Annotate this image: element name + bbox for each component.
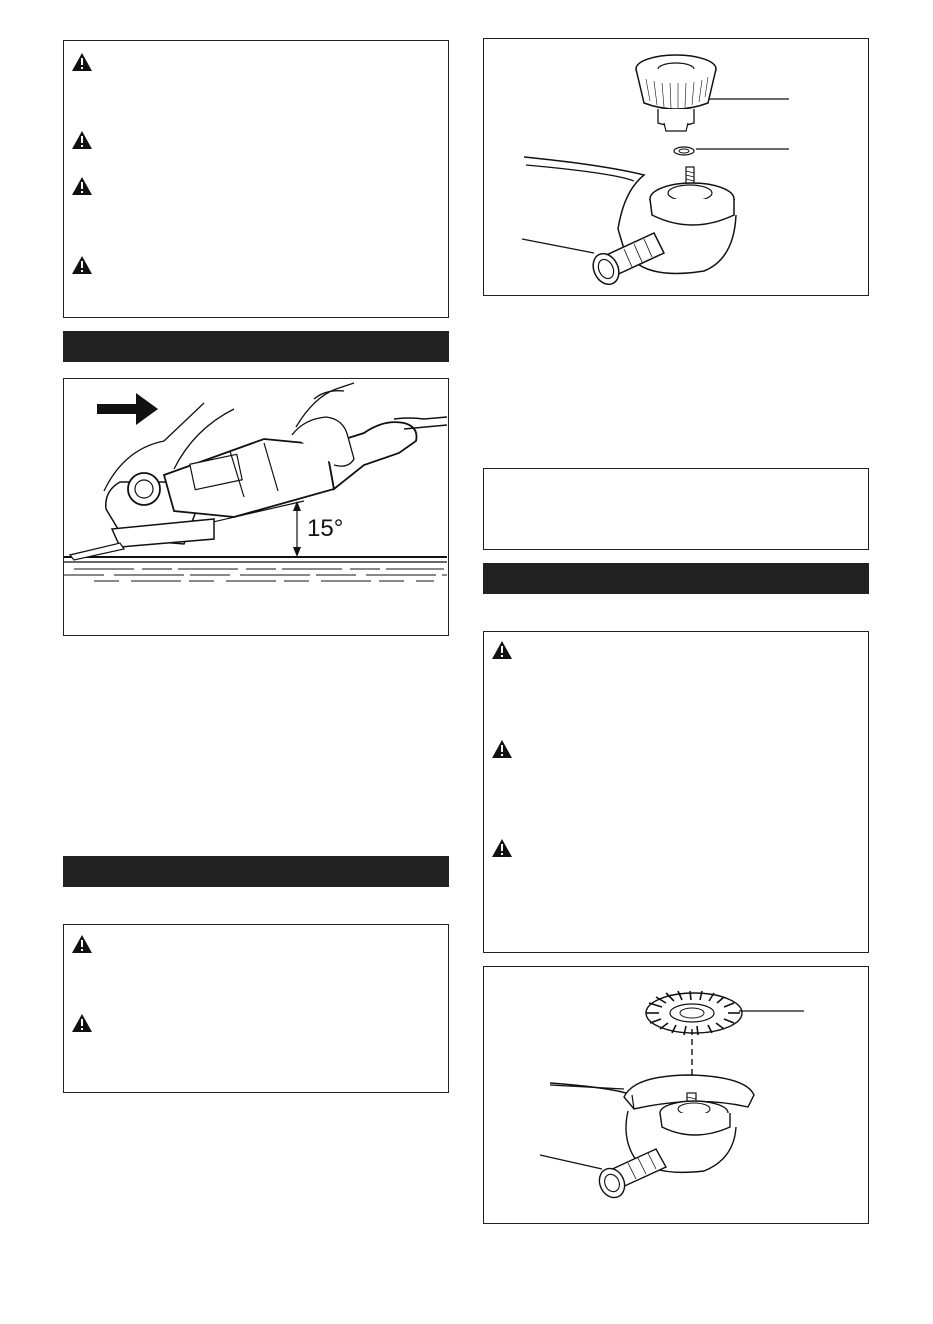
warning-box-right bbox=[483, 631, 869, 953]
grinding-illustration bbox=[64, 379, 447, 634]
figure-grinding-angle bbox=[63, 378, 449, 636]
figure-wire-wheel bbox=[483, 966, 869, 1224]
warning-triangle-icon bbox=[71, 130, 93, 150]
warning-triangle-icon bbox=[491, 640, 513, 660]
cup-brush-illustration bbox=[484, 39, 867, 294]
figure-cup-brush bbox=[483, 38, 869, 296]
warning-triangle-icon bbox=[491, 739, 513, 759]
section-header-bar-1 bbox=[63, 331, 449, 362]
note-box bbox=[483, 468, 869, 550]
section-header-bar-2 bbox=[63, 856, 449, 887]
warning-triangle-icon bbox=[491, 838, 513, 858]
warning-box-bottom-left bbox=[63, 924, 449, 1093]
wire-wheel-illustration bbox=[484, 967, 867, 1222]
warning-triangle-icon bbox=[71, 934, 93, 954]
warning-triangle-icon bbox=[71, 255, 93, 275]
angle-label: 15° bbox=[307, 515, 344, 542]
arrow-right-icon bbox=[97, 393, 158, 425]
warning-triangle-icon bbox=[71, 52, 93, 72]
warning-triangle-icon bbox=[71, 176, 93, 196]
warning-box-top-left bbox=[63, 40, 449, 318]
warning-triangle-icon bbox=[71, 1013, 93, 1033]
section-header-bar-3 bbox=[483, 563, 869, 594]
